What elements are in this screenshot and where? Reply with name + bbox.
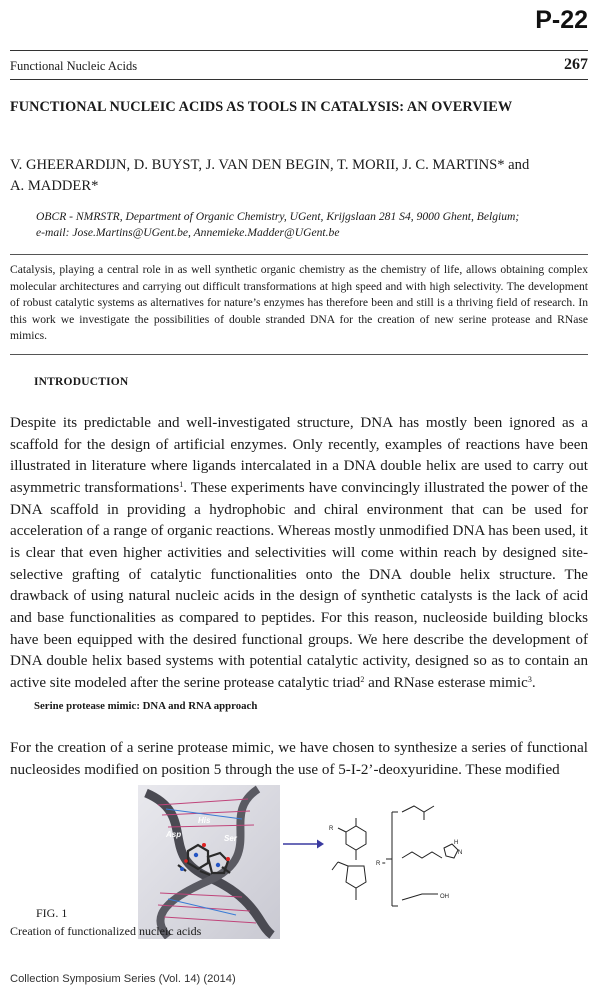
r-label: R (329, 826, 334, 832)
paper-title: FUNCTIONAL NUCLEIC ACIDS AS TOOLS IN CATALYSIS: AN OVERVIEW (10, 99, 513, 115)
label-asp: Asp (166, 830, 182, 839)
intro-text-d: . (531, 674, 536, 691)
email: e-mail: Jose.Martins@UGent.be, Annemieke.Madder@UGent.be (36, 226, 340, 239)
r-equals-label: R = (376, 861, 386, 867)
introduction-heading: INTRODUCTION (34, 376, 129, 388)
page-number: 267 (564, 56, 588, 73)
affiliation-block (36, 209, 592, 241)
serine-section-heading: Serine protease mimic: DNA and RNA approach (34, 700, 258, 712)
authors-line-1: V. GHEERARDIJN, D. BUYST, J. VAN DEN BEGIN, T. MORII, J. C. MARTINS* and (10, 157, 530, 173)
affiliation: OBCR - NMRSTR, Department of Organic Chemistry, UGent, Krijgslaan 281 S4, 9000 Ghent, Belgium; (36, 210, 520, 223)
figure-caption: Creation of functionalized nucleic acids (10, 924, 202, 938)
serine-paragraph: For the creation of a serine protease mimic, we have chosen to synthesize a series of functional nucleosides modified on position 5 through the use of 5-I-2’-deoxyuridine. These modified (10, 740, 588, 778)
header-rule-top (10, 50, 588, 51)
sugar-ring (346, 866, 366, 888)
intro-text-b: . These experiments have convincingly illustrated the power of the DNA scaffold in providing a hydrophobic and chiral environment that can be used for acceleration of a range of organic reactions. Whereas mostly unmodified DNA has been used, it is clear that even higher activities and selectivities will come within reach by designed site-selective grafting of catalytic functionalities onto the DNA double helix structure. The drawback of using natural nucleic acids in the design of synthetic catalysts is the lack of acid and base functionalities as compared to peptides. For this reason, nucleoside building blocks have been equipped with the desired functional groups. We here describe the development of DNA double helix based systems with potential catalytic activity, designed so as to contain an active site modeled after the serine protease catalytic triad (10, 479, 588, 691)
figure-label: FIG. 1 (36, 906, 68, 920)
nh-label: H (454, 840, 459, 846)
footer-series: Collection Symposium Series (Vol. 14) (2014) (10, 973, 236, 985)
ref-1: 1 (179, 479, 184, 489)
intro-text-c: and RNase esterase mimic (364, 674, 528, 691)
right-arrow-icon (281, 838, 325, 850)
authors (10, 155, 590, 197)
running-header-section: Functional Nucleic Acids (10, 59, 138, 73)
abstract-rule-bottom (10, 354, 588, 355)
uracil-ring (346, 826, 366, 850)
label-ser: Ser (224, 834, 237, 843)
n-label: N (458, 850, 463, 856)
abstract-rule-top (10, 254, 588, 255)
poster-id: P-22 (535, 6, 588, 34)
label-his: His (198, 816, 211, 825)
oh-label: OH (440, 894, 449, 900)
nucleoside-structure (326, 792, 486, 932)
ref-2: 2 (360, 674, 365, 684)
intro-text-a: Despite its predictable and well-investigated structure, DNA has mostly been ignored as a scaffold for the design of artificial enzymes. Only recently, examples of reactions have been illustrated in literature where ligands intercalated in a DNA double helix are used to carry out asymmetric transformations (10, 415, 588, 496)
header-rule-bottom (10, 79, 588, 80)
introduction-paragraph (10, 413, 588, 695)
authors-line-2: A. MADDER* (10, 178, 99, 194)
ref-3: 3 (527, 674, 532, 684)
abstract: Catalysis, playing a central role in as well synthetic organic chemistry as the chemistry of life, allows obtaining complex molecular architectures and carrying out difficult transformations at high speed and with high selectivity. The development of robust catalytic systems as alternatives for nature’s enzymes has therefore been and still is a thriving field of research. In this work we investigate the possibilities of double stranded DNA for the creation of new serine protease and RNase mimics. (10, 263, 588, 343)
dna-helix-illustration (138, 785, 280, 939)
